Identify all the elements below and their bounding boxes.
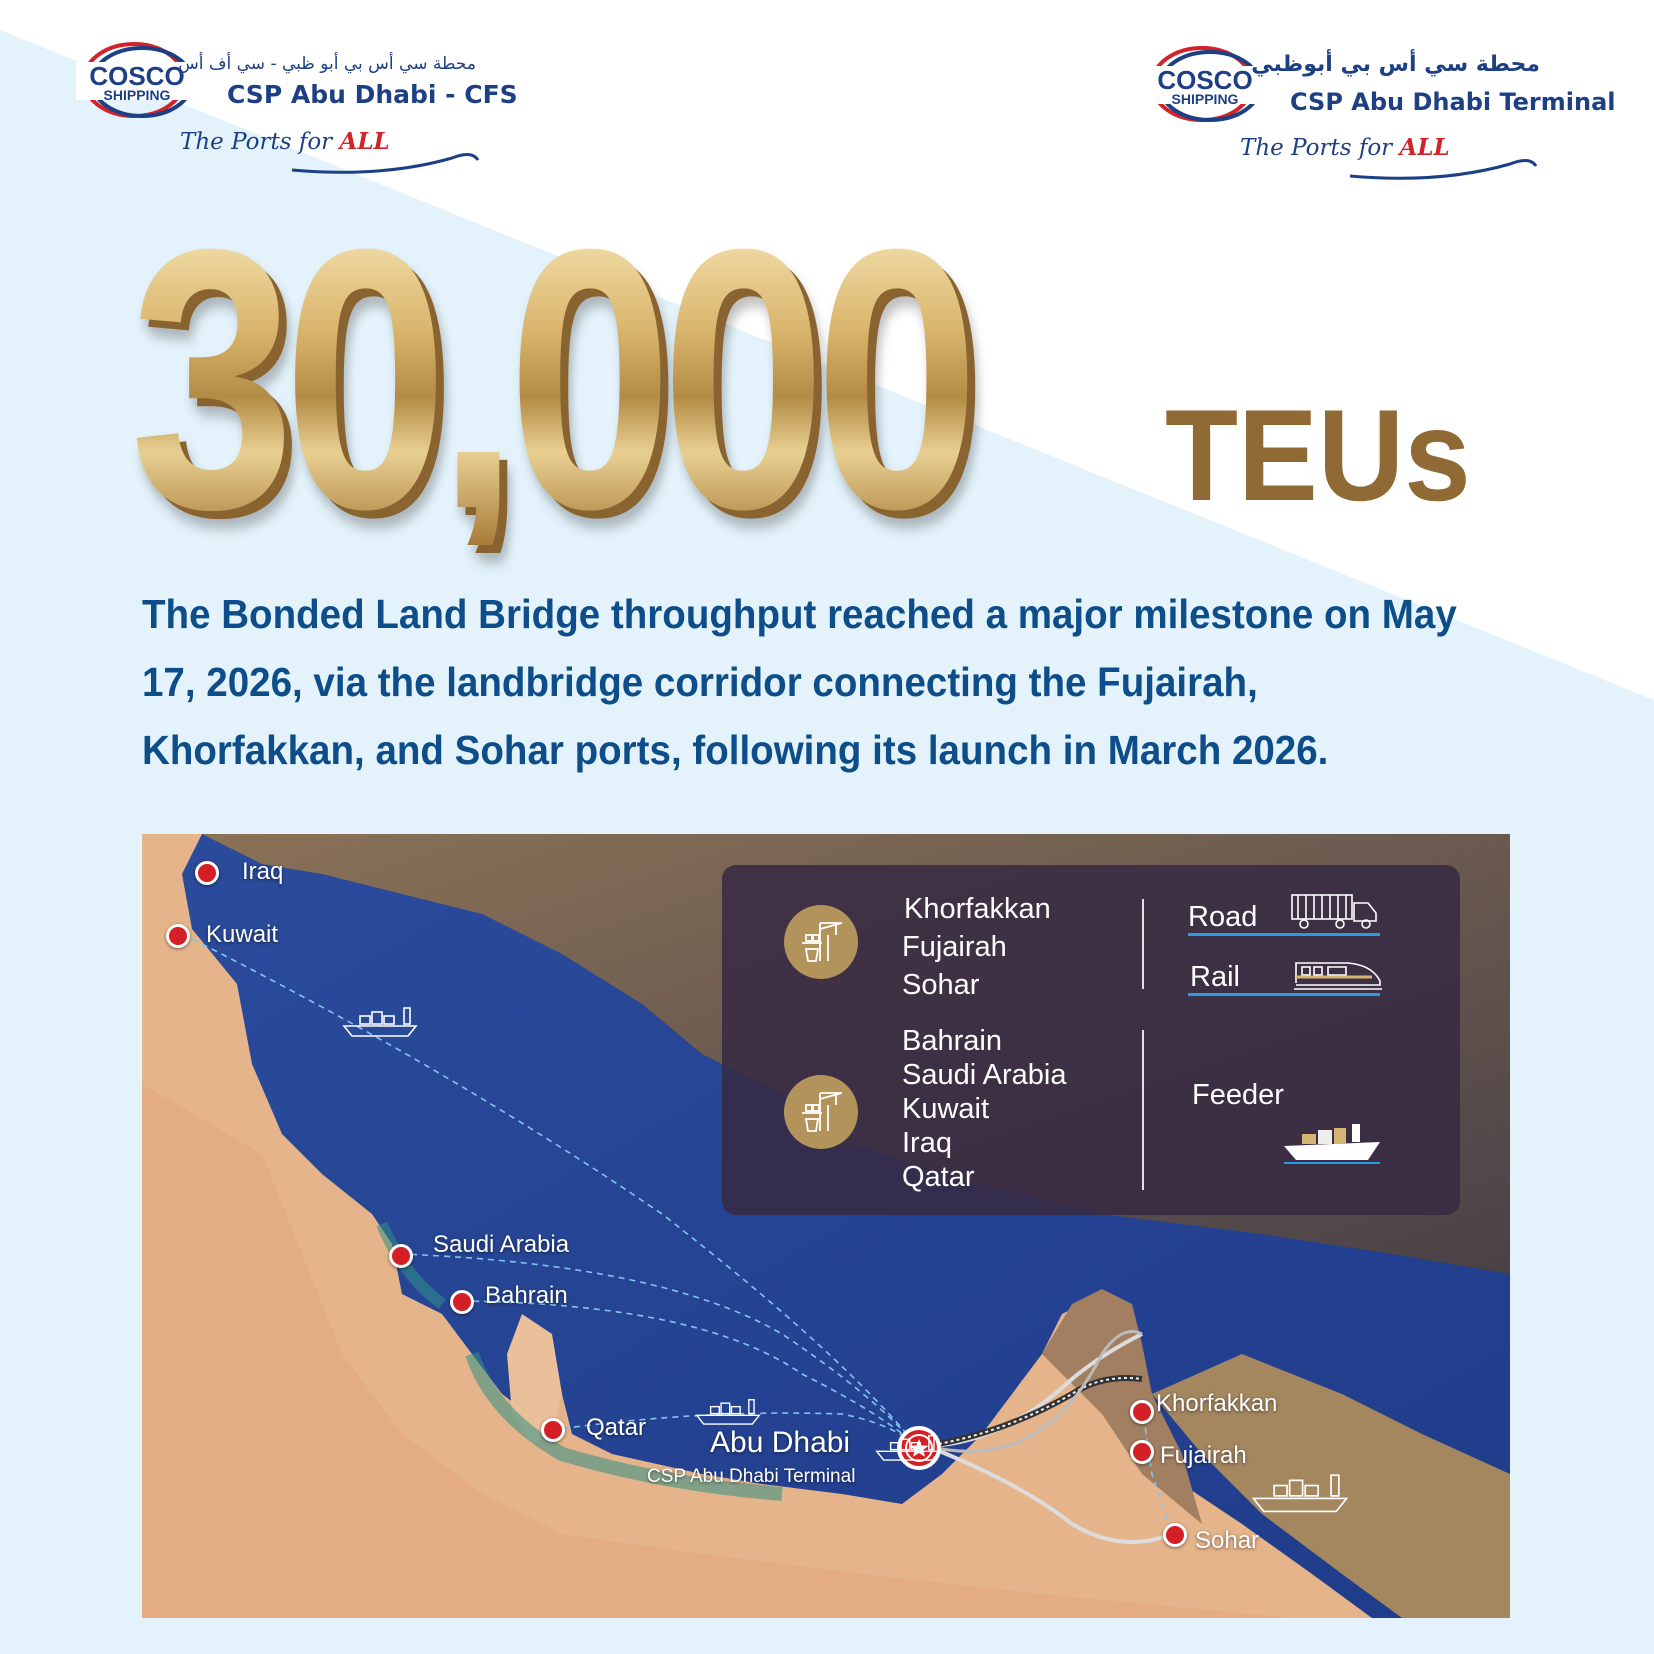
legend-mode-road: Road bbox=[1188, 901, 1258, 933]
legend-mode-rail: Rail bbox=[1190, 961, 1240, 993]
brand-bottom: SHIPPING bbox=[103, 87, 171, 103]
pin-qatar bbox=[541, 1418, 565, 1442]
tagline-swoosh-icon bbox=[182, 148, 482, 176]
tagline-swoosh-icon bbox=[1240, 154, 1540, 182]
label-saudi-arabia: Saudi Arabia bbox=[433, 1231, 570, 1258]
truck-icon bbox=[1290, 891, 1380, 931]
cosco-shipping-logo-icon bbox=[72, 40, 202, 120]
logo-csp-abu-dhabi-terminal bbox=[1140, 44, 1616, 174]
label-kuwait: Kuwait bbox=[206, 921, 279, 948]
legend-port-kuwait: Kuwait bbox=[902, 1093, 990, 1125]
brand-top: COSCO bbox=[1157, 65, 1253, 95]
legend-port-iraq: Iraq bbox=[902, 1127, 952, 1159]
tagline-highlight: ALL bbox=[339, 128, 390, 155]
ship-icon bbox=[875, 1432, 941, 1462]
label-fujairah: Fujairah bbox=[1160, 1442, 1247, 1469]
label-sohar: Sohar bbox=[1195, 1527, 1260, 1554]
ship-icon bbox=[1250, 1470, 1350, 1514]
pin-saudi-arabia bbox=[389, 1244, 413, 1268]
rail-underline bbox=[1188, 993, 1380, 996]
brand-bottom: SHIPPING bbox=[1171, 91, 1239, 107]
ship-icon bbox=[695, 1396, 761, 1426]
logo-csp-abu-dhabi-cfs bbox=[72, 40, 518, 170]
label-bahrain: Bahrain bbox=[485, 1282, 568, 1309]
tagline-prefix: The Ports for bbox=[180, 129, 333, 155]
logo-english-name: CSP Abu Dhabi - CFS bbox=[227, 80, 518, 109]
pin-bahrain bbox=[450, 1290, 474, 1314]
legend-port-qatar: Qatar bbox=[902, 1161, 975, 1193]
brand-top: COSCO bbox=[89, 61, 185, 91]
tagline-prefix: The Ports for bbox=[1240, 135, 1393, 161]
pin-sohar bbox=[1163, 1523, 1187, 1547]
pin-fujairah bbox=[1130, 1440, 1154, 1464]
tagline-highlight: ALL bbox=[1399, 134, 1450, 161]
legend-divider bbox=[1142, 1030, 1144, 1190]
legend-port-saudi-arabia: Saudi Arabia bbox=[902, 1059, 1067, 1091]
milestone-unit: TEUs bbox=[1165, 382, 1471, 528]
logo-arabic-name: محطة سي أس بي أبوظبي bbox=[1251, 52, 1540, 77]
legend-mode-feeder: Feeder bbox=[1192, 1079, 1284, 1111]
legend-panel bbox=[722, 865, 1460, 1215]
legend-port-fujairah: Fujairah bbox=[902, 931, 1007, 963]
legend-port-khorfakkan: Khorfakkan bbox=[904, 893, 1051, 925]
label-iraq: Iraq bbox=[242, 858, 284, 885]
legend-divider bbox=[1142, 899, 1144, 989]
port-crane-icon bbox=[784, 1075, 858, 1149]
label-khorfakkan: Khorfakkan bbox=[1156, 1390, 1278, 1417]
port-crane-icon bbox=[784, 905, 858, 979]
ship-icon bbox=[342, 1004, 418, 1038]
pin-iraq bbox=[195, 861, 219, 885]
pin-khorfakkan bbox=[1130, 1400, 1154, 1424]
milestone-number: 30,000 bbox=[130, 173, 969, 586]
label-abu-dhabi: Abu Dhabi bbox=[710, 1426, 851, 1459]
headline: The Bonded Land Bridge throughput reached a major milestone on May 17, 2026, via the landbridge corridor connecting the Fujairah, Khorfakkan, and Sohar ports, following its launch in March 2026. bbox=[142, 591, 1457, 773]
label-qatar: Qatar bbox=[586, 1414, 647, 1441]
legend-port-bahrain: Bahrain bbox=[902, 1025, 1002, 1057]
train-icon bbox=[1292, 953, 1384, 993]
pin-kuwait bbox=[166, 924, 190, 948]
feeder-ship-icon bbox=[1280, 1120, 1386, 1166]
label-csp-abu-dhabi-terminal: CSP Abu Dhabi Terminal bbox=[647, 1466, 856, 1487]
logo-english-name: CSP Abu Dhabi Terminal bbox=[1290, 88, 1616, 116]
road-underline bbox=[1188, 933, 1380, 936]
logo-arabic-name: محطة سي أس بي أبو ظبي - سي أف أس bbox=[178, 54, 476, 74]
legend-port-sohar: Sohar bbox=[902, 969, 980, 1001]
